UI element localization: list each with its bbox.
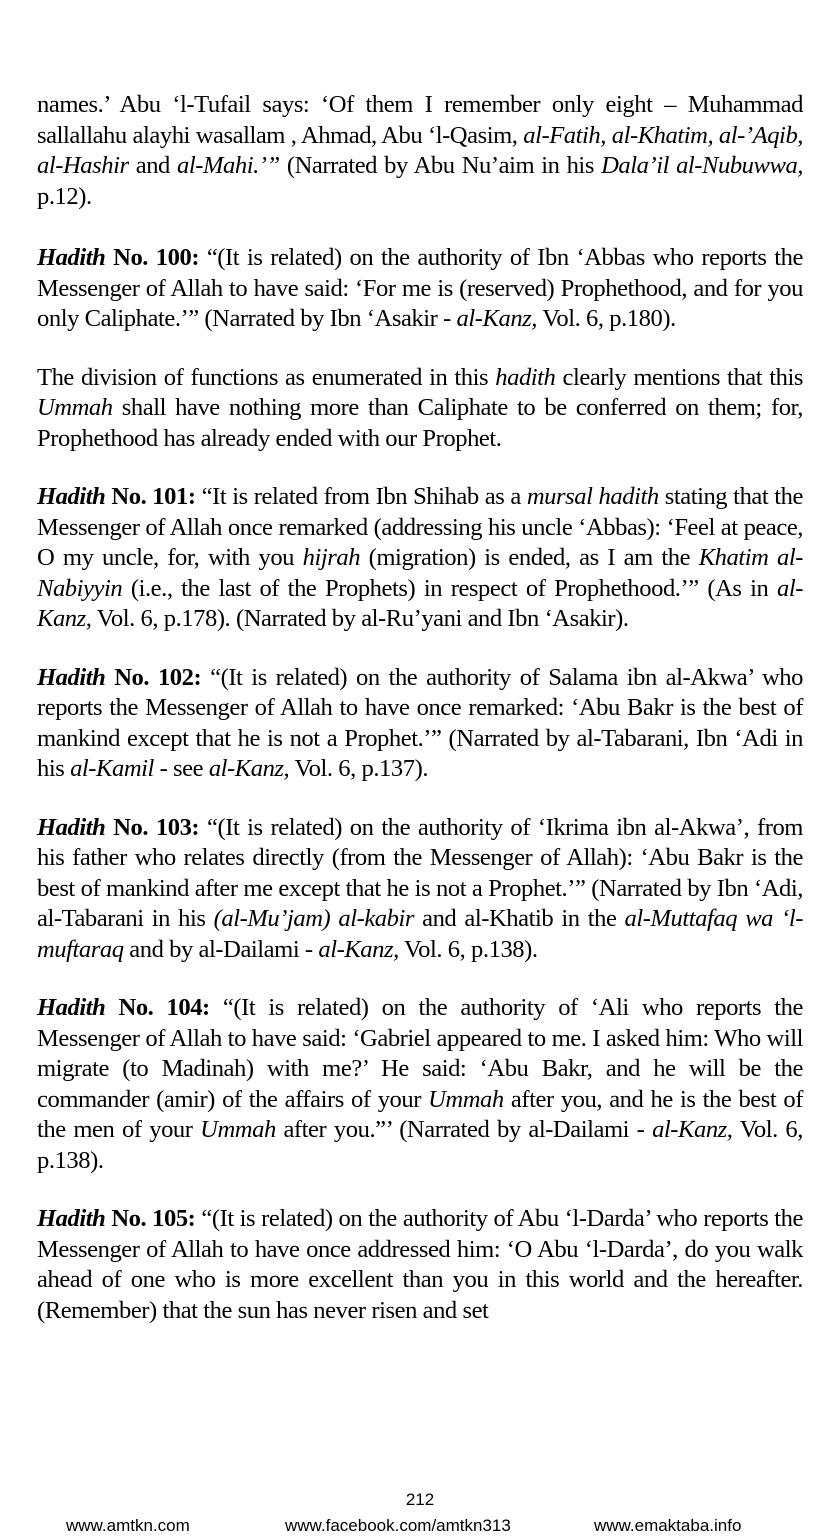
hadith-heading-word: Hadith <box>37 813 106 841</box>
italic-term: hijrah <box>302 544 361 571</box>
text-run: clearly mentions that this <box>555 363 803 391</box>
hadith-heading-word: Hadith <box>37 994 106 1021</box>
text-run: after you, and he is the best of the men of your <box>37 1085 803 1143</box>
text-run: Vol. 6, p.138). <box>37 1116 803 1174</box>
italic-term: Dala’il al-Nubuwwa, <box>601 152 803 179</box>
text-run: “(It is related) on the authority of ‘Ikrima ibn al-Akwa’, from his father who relates directly (from the Messenger of Allah): ‘Abu Bakr is the best of mankind after me except that he is not a Prophet.’” (Narrated by Ibn ‘Adi, al-Tabarani in his <box>37 813 803 932</box>
text-run: Vol. 6, p.180). <box>536 305 676 332</box>
hadith-heading <box>37 244 199 271</box>
text-run: and al-Khatib in the <box>414 905 625 932</box>
italic-term: al-Kanz, <box>456 305 537 332</box>
italic-term: al-Kanz, <box>37 574 803 632</box>
page-body <box>37 90 803 1354</box>
hadith-heading-word: Hadith <box>37 244 106 271</box>
italic-term: al-Mahi.’” <box>177 152 280 179</box>
italic-term: hadith <box>495 363 556 391</box>
italic-term: mursal hadith <box>526 483 659 510</box>
hadith-heading-number: No. 103: <box>105 813 200 841</box>
text-run: “(It is related) on the authority of ‘Ali who reports the Messenger of Allah to have said: ‘Gabriel appeared to me. I asked him: Who will migrate (to Madinah) with me?’ He said: ‘Abu Bakr, and he will be the commander (amir) of the affairs of your <box>37 994 803 1113</box>
italic-term: Ummah <box>200 1116 276 1143</box>
commentary-paragraph <box>37 363 803 455</box>
hadith-paragraph-104 <box>37 993 803 1176</box>
footer-link-facebook[interactable]: www.facebook.com/amtkn313 <box>285 1516 511 1535</box>
hadith-paragraph-102 <box>37 663 803 785</box>
hadith-heading <box>37 1205 195 1232</box>
text-run: Vol. 6, p.138). <box>398 935 538 963</box>
hadith-heading-word: Hadith <box>37 663 106 691</box>
italic-term: al-Fatih, al-Khatim, al-’Aqib, al-Hashir <box>37 121 803 179</box>
hadith-paragraph-100 <box>37 243 803 335</box>
italic-term: al-Kanz, <box>208 755 290 782</box>
page-number: 212 <box>405 1490 435 1509</box>
hadith-heading-number: No. 104: <box>105 994 210 1021</box>
hadith-paragraph-101 <box>37 482 803 635</box>
paragraph <box>37 90 803 212</box>
text-run: The division of functions as enumerated in this <box>37 363 496 391</box>
italic-term: al-Kanz, <box>318 935 399 963</box>
text-run: “(It is related) on the authority of Abu ‘l-Darda’ who reports the Messenger of Allah to have once addressed him: ‘O Abu ‘l-Darda’, do you walk ahead of one who is more excellent than you in this world and the hereafter. (Remember) that the sun has never risen and set <box>37 1205 803 1324</box>
italic-term: al-Kanz, <box>652 1116 733 1143</box>
text-run: “(It is related) on the authority of Ibn ‘Abbas who reports the Messenger of Allah to have said: ‘For me is (reserved) Prophethood, and for you only Caliphate.’” (Narrated by Ibn ‘Asakir - <box>37 244 803 332</box>
hadith-heading-number: No. 101: <box>105 483 196 510</box>
italic-term: al-Kamil <box>70 755 154 782</box>
italic-term: Ummah <box>37 394 113 421</box>
text-run: and by al-Dailami - <box>123 935 319 963</box>
text-run: shall have nothing more than Caliphate to be conferred on them; for, Prophethood has already ended with our Prophet. <box>37 394 803 452</box>
hadith-heading-word: Hadith <box>37 483 106 510</box>
text-run: “(It is related) on the authority of Salama ibn al-Akwa’ who reports the Messenger of Allah to have once remarked: ‘Abu Bakr is the best of mankind except that he is not a Prophet.’” (Narrated by al-Tabarani, Ibn ‘Adi in his <box>37 663 803 782</box>
text-run: Vol. 6, p.178). (Narrated by al-Ru’yani and Ibn ‘Asakir). <box>91 605 629 632</box>
text-run: names.’ Abu ‘l-Tufail says: ‘Of them I remember only eight – Muhammad sallallahu alayhi wasallam , Ahmad, Abu ‘l-Qasim, <box>37 91 803 149</box>
text-run: p.12). <box>37 182 92 210</box>
text-run: “It is related from Ibn Shihab as a <box>195 483 527 510</box>
text-run: stating that the Messenger of Allah once remarked (addressing his uncle ‘Abbas): ‘Feel at peace, O my uncle, for, with you <box>37 483 803 571</box>
text-run: (i.e., the last of the Prophets) in respect of Prophethood.’” (As in <box>122 574 778 602</box>
italic-term: al-Muttafaq wa ‘l-muftaraq <box>37 905 804 963</box>
hadith-heading-number: No. 105: <box>105 1205 196 1232</box>
hadith-paragraph-105 <box>37 1204 803 1326</box>
hadith-paragraph-103 <box>37 813 803 966</box>
footer-link-emaktaba[interactable]: www.emaktaba.info <box>594 1516 742 1535</box>
hadith-heading <box>37 664 201 691</box>
hadith-heading-word: Hadith <box>37 1205 106 1232</box>
text-run: Vol. 6, p.137). <box>289 755 429 782</box>
text-run: after you.”’ (Narrated by al-Dailami - <box>275 1116 653 1143</box>
footer-link-amtkn[interactable]: www.amtkn.com <box>66 1516 190 1535</box>
italic-term: Khatim al-Nabiyyin <box>37 544 803 602</box>
hadith-heading-number: No. 102: <box>105 663 202 691</box>
italic-term: (al-Mu’jam) al-kabir <box>213 905 414 932</box>
hadith-heading-number: No. 100: <box>105 244 200 271</box>
hadith-heading <box>37 994 210 1021</box>
text-run: - see <box>153 755 209 782</box>
hadith-heading <box>37 483 196 510</box>
footer-links <box>0 1515 840 1537</box>
text-run: and <box>128 152 177 179</box>
italic-term: Ummah <box>428 1085 504 1113</box>
text-run: (Narrated by Abu Nu’aim in his <box>279 152 602 179</box>
text-run: (migration) is ended, as I am the <box>360 544 699 571</box>
hadith-heading <box>37 814 199 841</box>
